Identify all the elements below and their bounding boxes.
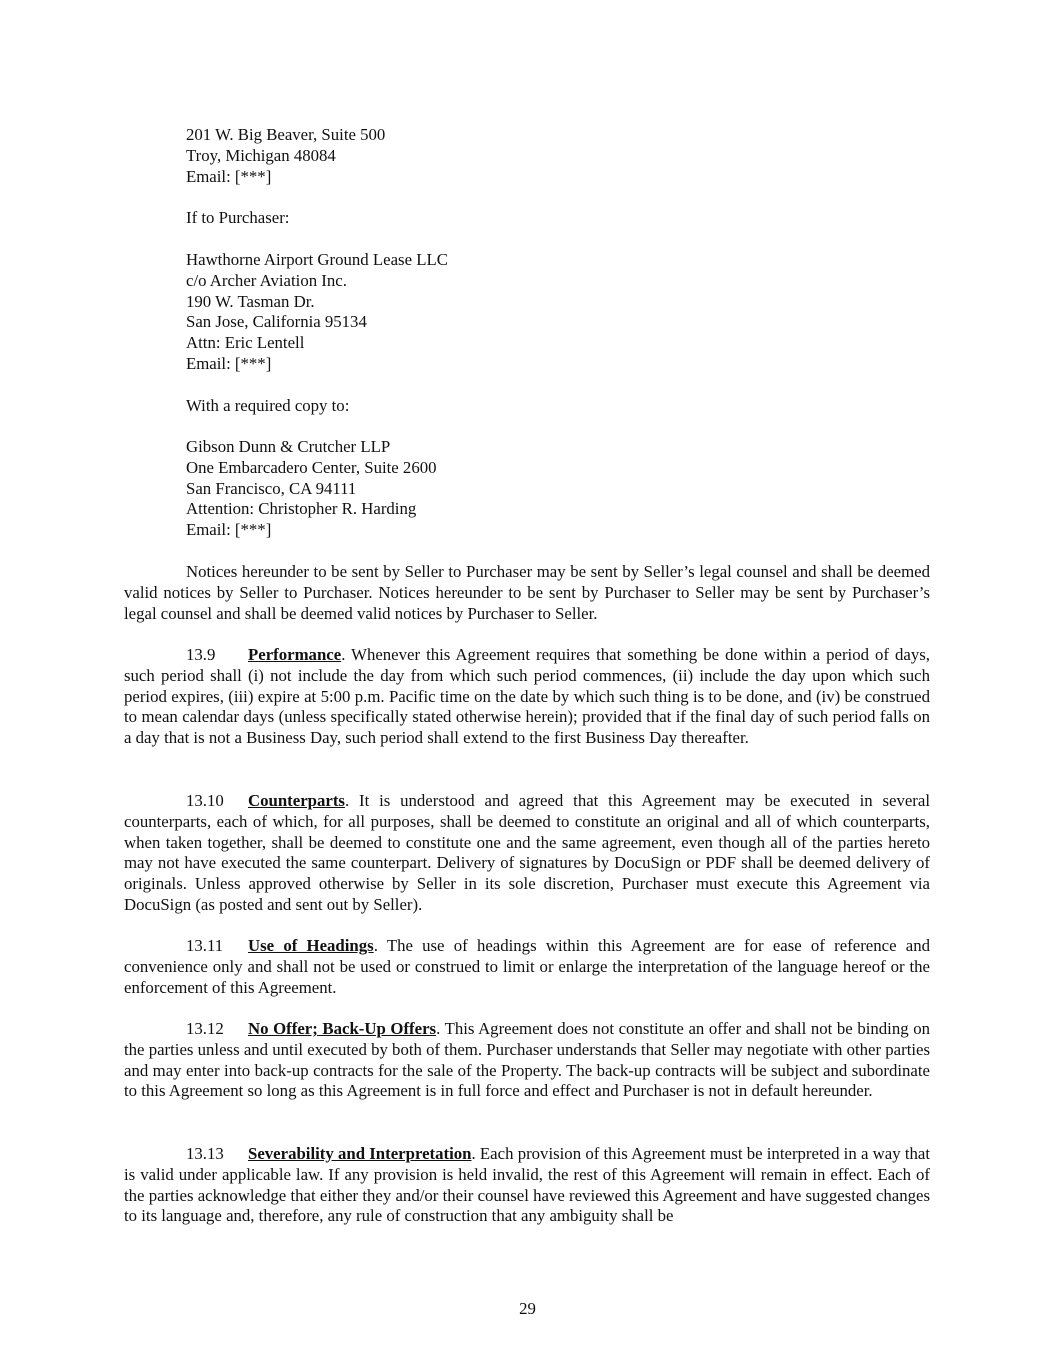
address-line: One Embarcadero Center, Suite 2600: [186, 457, 437, 477]
purchaser-heading: If to Purchaser:: [186, 208, 290, 227]
address-line: Email: [***]: [186, 353, 272, 373]
address-line: Hawthorne Airport Ground Lease LLC: [186, 250, 448, 269]
address-line: Attention: Christopher R. Harding: [186, 499, 417, 519]
address-line: 201 W. Big Beaver, Suite 500: [186, 125, 386, 144]
section-body: . Whenever this Agreement requires that something be done within a period of days, such period shall (i) not include the day from which such period commences, (ii) include the day upon which such period expires, (iii) expire at 5:00 p.m. Pacific time on the date by which such thing is to be done, and (iv) be construed to mean calendar days (unless specifically stated otherwise herein); provided that if the final day of such period falls on a day that is not a Business Day, such period shall extend to the first Business Day thereafter.: [124, 645, 930, 748]
section-title: Severability and Interpretation: [248, 1144, 472, 1163]
address-line: Email: [***]: [186, 166, 272, 186]
address-line: Troy, Michigan 48084: [186, 145, 336, 165]
section-title: Counterparts: [248, 791, 345, 810]
section-body: . The use of headings within this Agreement are for ease of reference and convenience only and shall not be used or construed to limit or enlarge the interpretation of the language hereof or the enforcement of this Agreement.: [124, 936, 930, 997]
section-13-13: [124, 1144, 930, 1227]
seller-address-continued: [186, 125, 385, 187]
address-line: San Francisco, CA 94111: [186, 478, 357, 498]
notices-paragraph: Notices hereunder to be sent by Seller to Purchaser may be sent by Seller’s legal counsel and shall be deemed valid notices by Seller to Purchaser. Notices hereunder to be sent by Purchaser to Seller may be sent by Purchaser’s legal counsel and shall be deemed valid notices by Purchaser to Seller.: [124, 562, 930, 623]
address-line: c/o Archer Aviation Inc.: [186, 270, 347, 290]
section-number: 13.10: [186, 791, 224, 810]
section-number: 13.11: [186, 936, 224, 955]
section-number: 13.13: [186, 1144, 224, 1163]
section-body: . This Agreement does not constitute an offer and shall not be binding on the parties unless and until executed by both of them. Purchaser understands that Seller may negotiate with other parties and may enter into back-up contracts for the sale of the Property. The back-up contracts will be subject and subordinate to this Agreement so long as this Agreement is in full force and effect and Purchaser is not in default hereunder.: [124, 1019, 931, 1101]
section-13-10: [124, 791, 930, 916]
section-title: No Offer; Back-Up Offers: [248, 1019, 437, 1038]
address-line: Email: [***]: [186, 520, 272, 540]
section-body: . Each provision of this Agreement must be interpreted in a way that is valid under applicable law. If any provision is held invalid, the rest of this Agreement will remain in effect. Each of the parties acknowledge that either they and/or their counsel have reviewed this Agreement and have suggested changes to its language and, therefore, any rule of construction that any ambiguity shall be: [124, 1144, 930, 1226]
address-line: 190 W. Tasman Dr.: [186, 291, 315, 311]
page-number: 29: [519, 1299, 536, 1318]
copy-heading: With a required copy to:: [186, 396, 350, 415]
section-title: Use of Headings: [248, 936, 374, 955]
purchaser-address: [186, 250, 448, 375]
address-line: Gibson Dunn & Crutcher LLP: [186, 437, 391, 456]
address-line: San Jose, California 95134: [186, 312, 367, 332]
section-13-11: [124, 936, 930, 998]
section-body: . It is understood and agreed that this Agreement may be executed in several counterparts, each of which, for all purposes, shall be deemed to constitute an original and all of which counterparts, when taken together, shall be deemed to constitute one and the same agreement, even though all of the parties hereto may not have executed the same counterpart. Delivery of signatures by DocuSign or PDF shall be deemed delivery of originals. Unless approved otherwise by Seller in its sole discretion, Purchaser must execute this Agreement via DocuSign (as posted and sent out by Seller).: [124, 791, 930, 914]
section-title: Performance: [248, 645, 342, 664]
address-line: Attn: Eric Lentell: [186, 333, 305, 353]
copy-address: [186, 437, 437, 541]
section-number: 13.12: [186, 1019, 224, 1038]
section-13-12: [124, 1019, 930, 1102]
section-13-9: [124, 645, 930, 749]
section-number: 13.9: [186, 645, 216, 664]
